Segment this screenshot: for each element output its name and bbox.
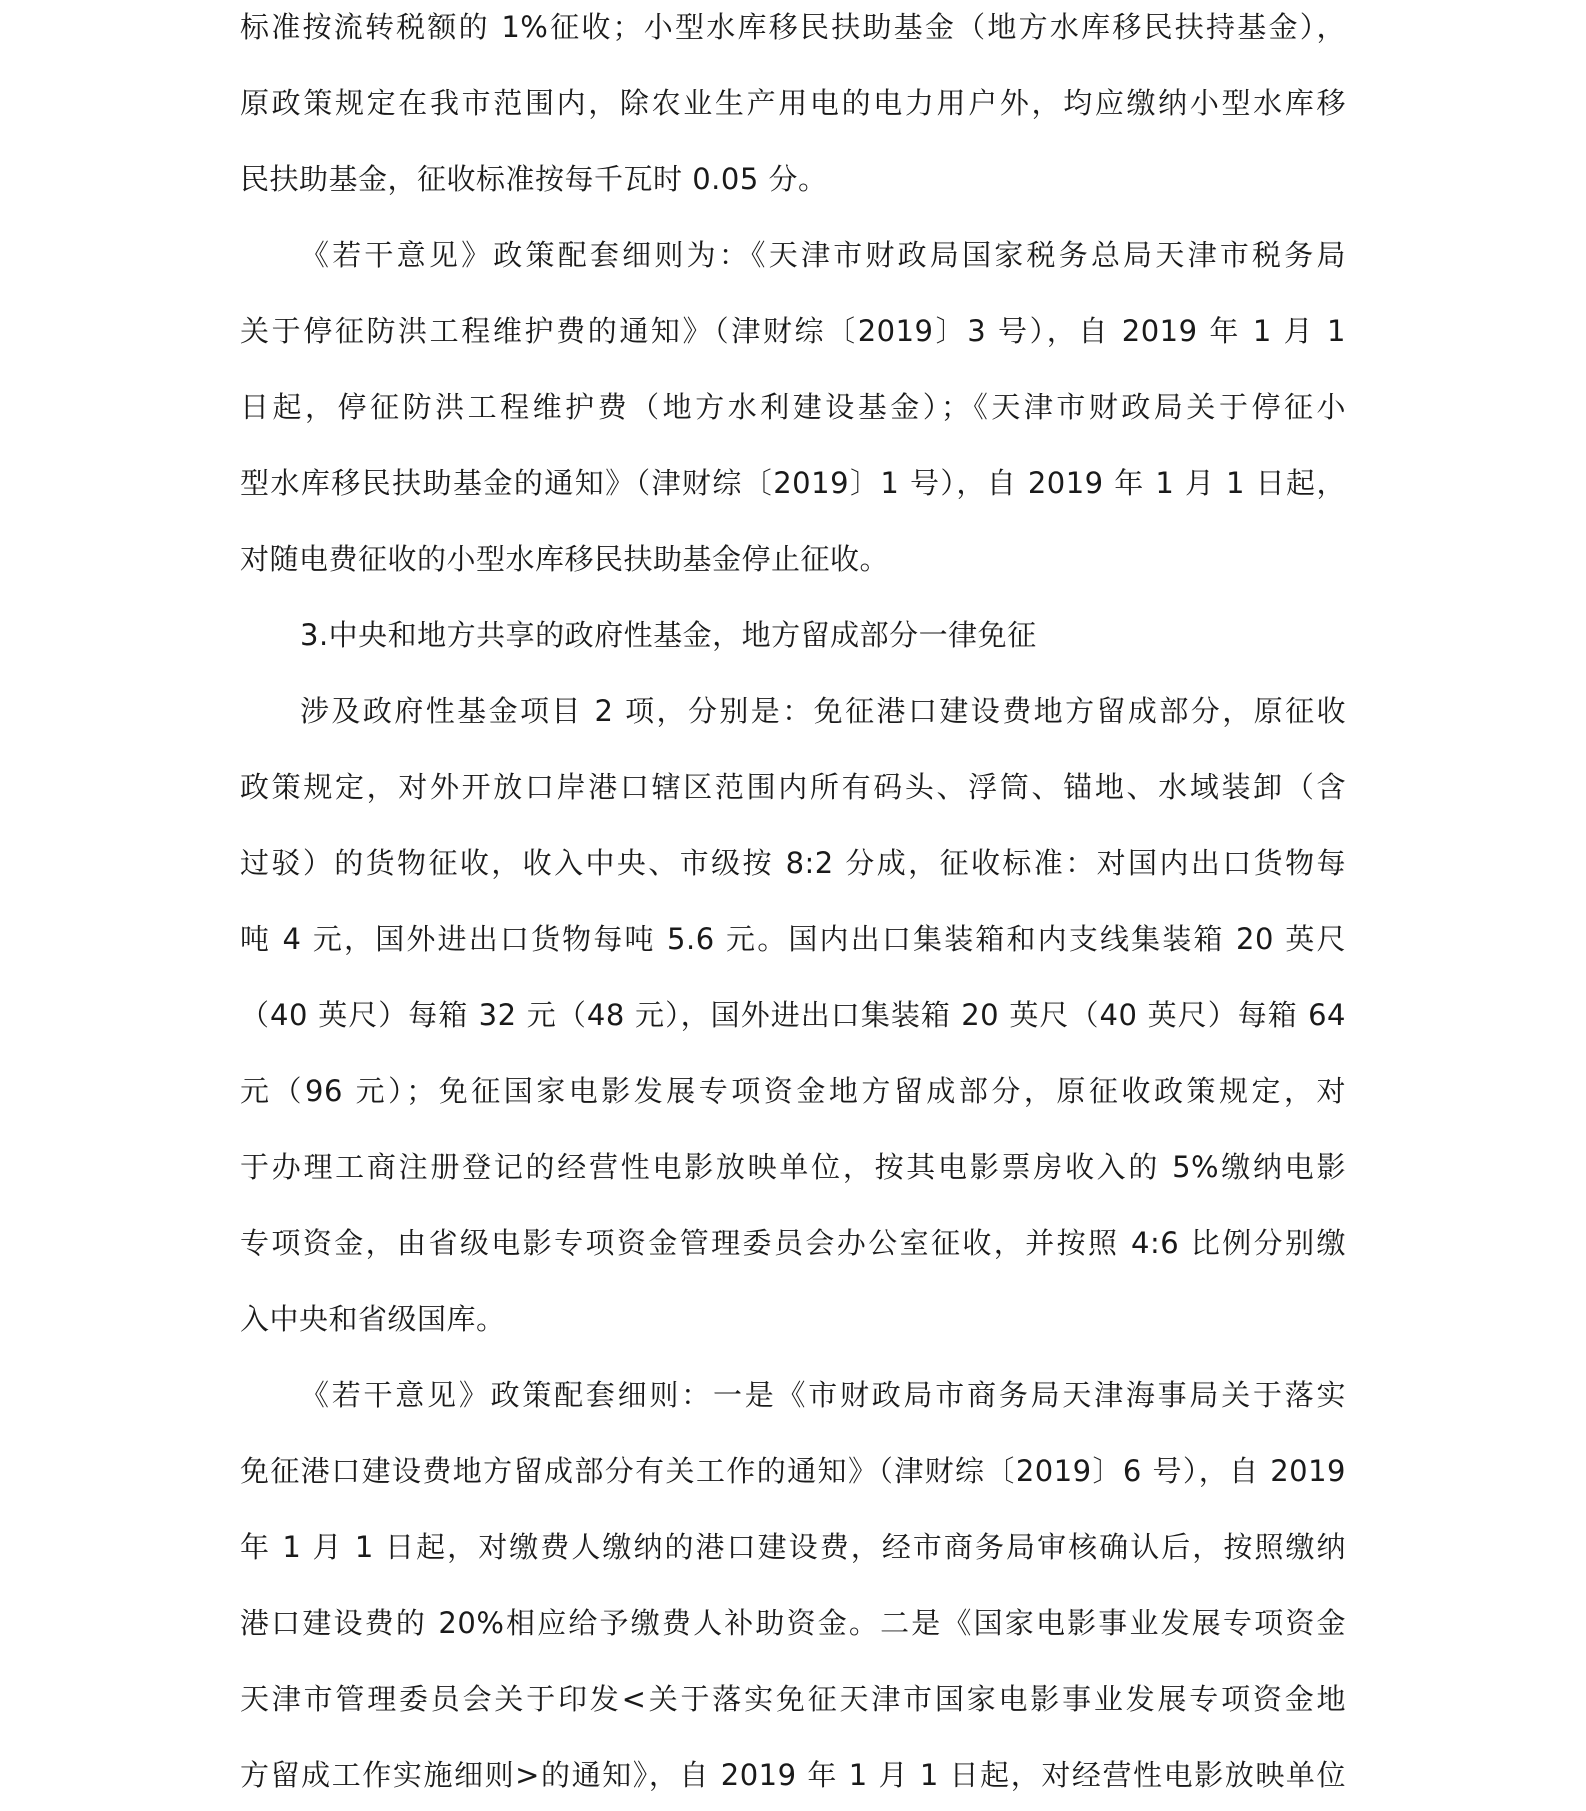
text-line: 天津市管理委员会关于印发<关于落实免征天津市国家电影事业发展专项资金地: [240, 1682, 1346, 1716]
text-line: 专项资金，由省级电影专项资金管理委员会办公室征收，并按照 4:6 比例分别缴: [240, 1226, 1346, 1260]
text-line: 方留成工作实施细则>的通知》，自 2019 年 1 月 1 日起，对经营性电影放映单位: [240, 1758, 1346, 1792]
paragraph-first-line: 《若干意见》政策配套细则：一是《市财政局市商务局天津海事局关于落实: [300, 1378, 1346, 1412]
text-line: 元（96 元）；免征国家电影发展专项资金地方留成部分，原征收政策规定，对: [240, 1074, 1346, 1108]
text-line: 过驳）的货物征收，收入中央、市级按 8:2 分成，征收标准：对国内出口货物每: [240, 846, 1346, 880]
text-line: 关于停征防洪工程维护费的通知》（津财综〔2019〕3 号），自 2019 年 1 月 1: [240, 314, 1346, 348]
text-line: 政策规定，对外开放口岸港口辖区范围内所有码头、浮筒、锚地、水域装卸（含: [240, 770, 1346, 804]
text-line: 标准按流转税额的 1%征收；小型水库移民扶助基金（地方水库移民扶持基金），: [240, 10, 1346, 44]
text-line: 型水库移民扶助基金的通知》（津财综〔2019〕1 号），自 2019 年 1 月 1 日起，: [240, 466, 1346, 500]
text-line: （40 英尺）每箱 32 元（48 元），国外进出口集装箱 20 英尺（40 英尺）每箱 64: [240, 998, 1346, 1032]
text-line: 于办理工商注册登记的经营性电影放映单位，按其电影票房收入的 5%缴纳电影: [240, 1150, 1346, 1184]
text-line: 原政策规定在我市范围内，除农业生产用电的电力用户外，均应缴纳小型水库移: [240, 86, 1346, 120]
paragraph-first-line: 《若干意见》政策配套细则为：《天津市财政局国家税务总局天津市税务局: [300, 238, 1346, 272]
text-line: 免征港口建设费地方留成部分有关工作的通知》（津财综〔2019〕6 号），自 2019: [240, 1454, 1346, 1488]
text-line: 入中央和省级国库。: [240, 1302, 506, 1336]
paragraph-first-line: 涉及政府性基金项目 2 项，分别是：免征港口建设费地方留成部分，原征收: [300, 694, 1346, 728]
text-line: 港口建设费的 20%相应给予缴费人补助资金。二是《国家电影事业发展专项资金: [240, 1606, 1346, 1640]
section-heading: 3.中央和地方共享的政府性基金，地方留成部分一律免征: [300, 618, 1037, 652]
text-line: 吨 4 元，国外进出口货物每吨 5.6 元。国内出口集装箱和内支线集装箱 20 英尺: [240, 922, 1346, 956]
text-line: 对随电费征收的小型水库移民扶助基金停止征收。: [240, 542, 890, 576]
text-line: 年 1 月 1 日起，对缴费人缴纳的港口建设费，经市商务局审核确认后，按照缴纳: [240, 1530, 1346, 1564]
text-line: 日起，停征防洪工程维护费（地方水利建设基金）；《天津市财政局关于停征小: [240, 390, 1346, 424]
text-line: 民扶助基金，征收标准按每千瓦时 0.05 分。: [240, 162, 828, 196]
